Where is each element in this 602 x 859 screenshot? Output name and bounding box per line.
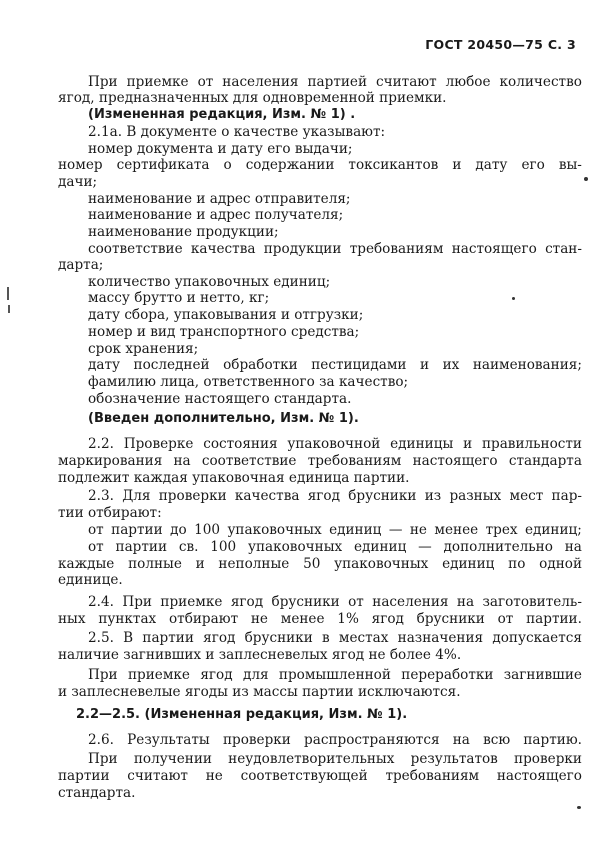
- text-line: количество упаковочных единиц;: [88, 274, 331, 290]
- text-line: 2.4. При приемке ягод брусники от населения на заготовитель-: [88, 594, 582, 610]
- standard-header: ГОСТ 20450—75 С. 3: [425, 37, 576, 52]
- text-line: (Введен дополнительно, Изм. № 1).: [88, 411, 359, 426]
- text-line: партии считают не соответствующей требованиям настоящего: [58, 768, 582, 784]
- scan-speck: [7, 287, 9, 300]
- text-line: номер и вид транспортного средства;: [88, 324, 360, 340]
- text-line: наименование и адрес получателя;: [88, 207, 344, 223]
- text-line: дарта;: [58, 257, 104, 273]
- text-line: наименование и адрес отправителя;: [88, 191, 351, 207]
- text-line: При приемке ягод для промышленной переработки загнившие: [88, 667, 582, 683]
- text-line: дату сбора, упаковывания и отгрузки;: [88, 307, 364, 323]
- text-line: стандарта.: [58, 785, 136, 801]
- text-line: от партии до 100 упаковочных единиц — не менее трех единиц;: [88, 522, 582, 538]
- text-line: 2.2—2.5. (Измененная редакция, Изм. № 1).: [76, 707, 408, 722]
- text-line: 2.5. В партии ягод брусники в местах назначения допускается: [88, 630, 582, 646]
- text-line: тии отбирают:: [58, 505, 162, 521]
- text-line: от партии св. 100 упаковочных единиц — дополнительно на: [88, 539, 582, 555]
- text-line: 2.6. Результаты проверки распространяются на всю партию.: [88, 732, 582, 748]
- scan-speck: [512, 297, 515, 300]
- text-line: ных пунктах отбирают не менее 1% ягод брусники от партии.: [58, 611, 582, 627]
- text-line: срок хранения;: [88, 341, 199, 357]
- text-line: 2.1а. В документе о качестве указывают:: [88, 124, 386, 140]
- text-line: ягод, предназначенных для одновременной приемки.: [58, 90, 447, 106]
- text-line: 2.2. Проверке состояния упаковочной единицы и правильности: [88, 436, 582, 452]
- text-line: единице.: [58, 572, 123, 588]
- text-line: наименование продукции;: [88, 224, 279, 240]
- text-line: фамилию лица, ответственного за качество;: [88, 374, 409, 390]
- text-line: обозначение настоящего стандарта.: [88, 391, 352, 407]
- text-line: (Измененная редакция, Изм. № 1) .: [88, 107, 356, 122]
- text-line: массу брутто и нетто, кг;: [88, 290, 270, 306]
- text-line: соответствие качества продукции требованиям настоящего стан-: [88, 241, 582, 257]
- text-line: дату последней обработки пестицидами и их наименования;: [88, 357, 582, 373]
- text-line: подлежит каждая упаковочная единица партии.: [58, 470, 410, 486]
- text-line: дачи;: [58, 174, 98, 190]
- text-line: При получении неудовлетворительных результатов проверки: [88, 751, 582, 767]
- scan-speck: [577, 806, 581, 809]
- text-line: номер документа и дату его выдачи;: [88, 141, 353, 157]
- text-line: и заплесневелые ягоды из массы партии исключаются.: [58, 684, 461, 700]
- scan-speck: [8, 305, 10, 313]
- text-line: номер сертификата о содержании токсикантов и дату его вы-: [58, 157, 582, 173]
- text-line: При приемке от населения партией считают любое количество: [88, 74, 582, 90]
- text-line: наличие загнивших и заплесневелых ягод не более 4%.: [58, 647, 462, 663]
- text-line: 2.3. Для проверки качества ягод брусники из разных мест пар-: [88, 488, 582, 504]
- text-line: маркирования на соответствие требованиям настоящего стандарта: [58, 453, 582, 469]
- scan-speck: [584, 177, 588, 181]
- text-line: каждые полные и неполные 50 упаковочных единиц по одной: [58, 556, 582, 572]
